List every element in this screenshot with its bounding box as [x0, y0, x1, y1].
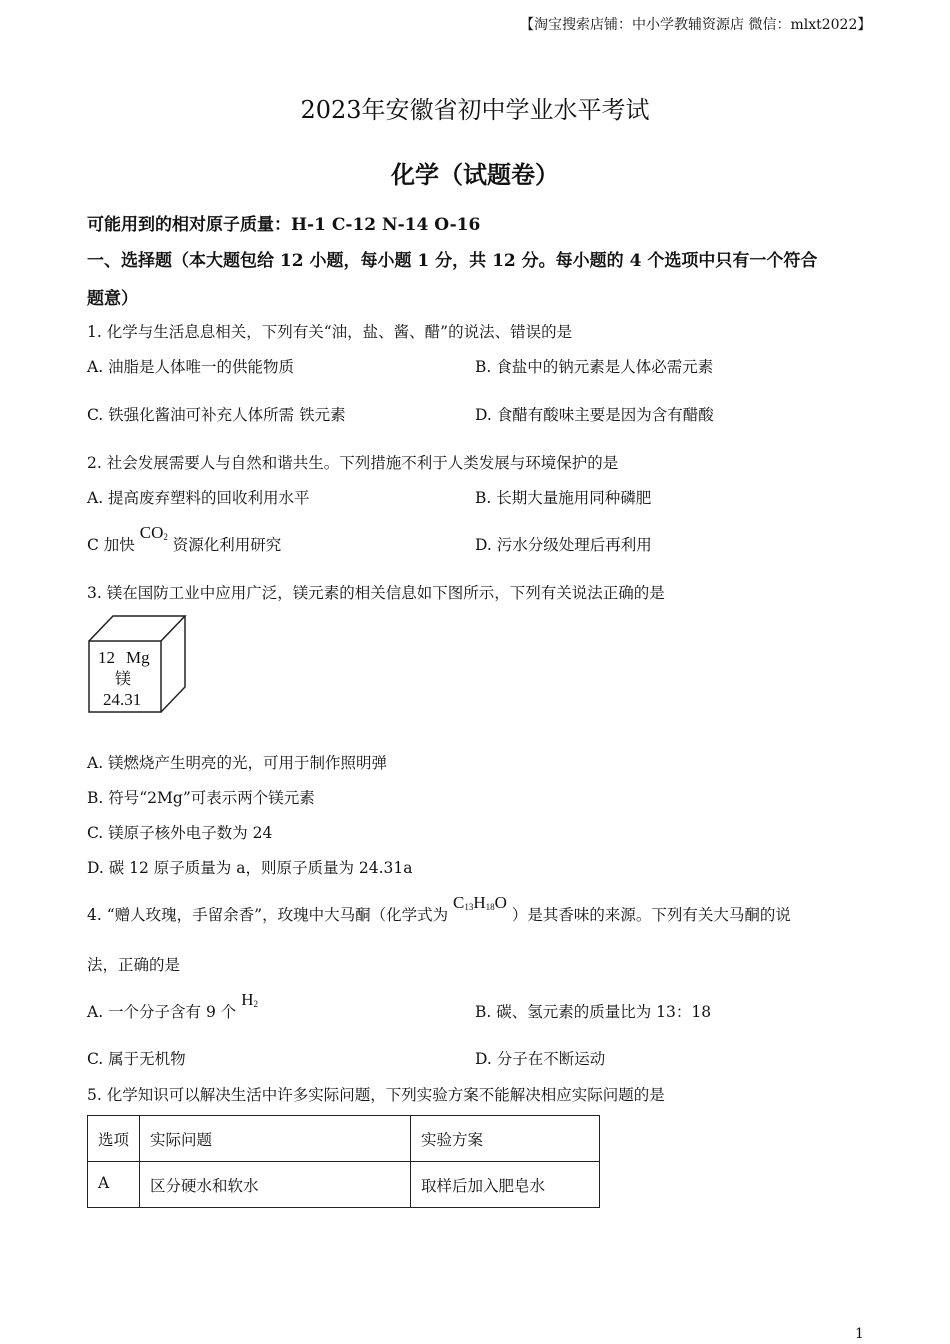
q1-option-a: A. 油脂是人体唯一的供能物质: [87, 358, 295, 376]
q3-option-b: B. 符号“2Mg”可表示两个镁元素: [87, 789, 315, 807]
q4-option-b: B. 碳、氢元素的质量比为 13：18: [475, 1003, 712, 1021]
table-cell: 取样后加入肥皂水: [411, 1162, 600, 1208]
h2-sub: 2: [253, 999, 258, 1009]
q4-option-d: D. 分子在不断运动: [475, 1050, 606, 1068]
q4-stem-prefix: 4. “赠人玫瑰，手留余香”，玫瑰中大马酮（化学式为: [87, 906, 449, 924]
q3-option-d: D. 碳 12 原子质量为 a，则原子质量为 24.31a: [87, 859, 413, 877]
q5-stem: 5. 化学知识可以解决生活中许多实际问题，下列实验方案不能解决相应实际问题的是: [87, 1086, 665, 1104]
q2-stem: 2. 社会发展需要人与自然和谐共生。下列措施不利于人类发展与环境保护的是: [87, 454, 619, 472]
q3-stem: 3. 镁在国防工业中应用广泛，镁元素的相关信息如下图所示，下列有关说法正确的是: [87, 584, 665, 602]
co2-sub: 2: [163, 532, 168, 542]
q2-option-a: A. 提高废弃塑料的回收利用水平: [87, 489, 310, 507]
co2-main: CO: [139, 523, 164, 542]
atomic-mass-line: 可能用到的相对原子质量：H-1 C-12 N-14 O-16: [87, 215, 481, 235]
q4-option-a-prefix: A. 一个分子含有 9 个: [87, 1003, 237, 1021]
section1-heading-cont: 题意）: [87, 289, 138, 309]
q5-table: [87, 1115, 600, 1208]
table-cell: 区分硬水和软水: [140, 1162, 411, 1208]
page-title: 2023年安徽省初中学业水平考试: [300, 96, 650, 124]
q1-option-d: D. 食醋有酸味主要是因为含有醋酸: [475, 406, 714, 424]
q4-stem-line2: 法，正确的是: [87, 956, 181, 974]
formula-h-sub: 18: [485, 902, 495, 912]
q2-option-d: D. 污水分级处理后再利用: [475, 536, 652, 554]
element-name: 镁: [115, 669, 132, 688]
table-header-row: [88, 1116, 600, 1162]
table-header-cell: 选项: [88, 1116, 140, 1162]
formula-o: O: [494, 893, 507, 912]
section1-heading: 一、选择题（本大题包给 12 小题，每小题 1 分，共 12 分。每小题的 4 个选项中只有一个符合: [87, 251, 818, 271]
header-note: 【淘宝搜索店铺：中小学教辅资源店 微信：mlxt2022】: [520, 17, 872, 33]
h2-main: H: [241, 990, 254, 1009]
q4-option-c: C. 属于无机物: [87, 1050, 186, 1068]
formula-c-sub: 13: [464, 902, 474, 912]
table-row: [88, 1162, 600, 1208]
element-number: 12: [98, 648, 115, 667]
magnesium-element-card: [86, 613, 190, 715]
element-card-top: [89, 616, 185, 641]
table-cell: A: [88, 1162, 140, 1208]
q4-stem-suffix: ）是其香味的来源。下列有关大马酮的说: [511, 906, 791, 924]
table-header-cell: 实际问题: [140, 1116, 411, 1162]
formula-c: C: [453, 893, 465, 912]
table-header-cell: 实验方案: [411, 1116, 600, 1162]
q3-option-c: C. 镁原子核外电子数为 24: [87, 824, 273, 842]
q2-option-c: [87, 523, 282, 555]
page-number: 1: [855, 1326, 864, 1342]
co2-formula: [140, 523, 168, 542]
q1-option-b: B. 食盐中的钠元素是人体必需元素: [475, 358, 714, 376]
q1-option-c: C. 铁强化酱油可补充人体所需 铁元素: [87, 406, 346, 424]
q4-stem: [87, 893, 791, 925]
q2-option-c-prefix: C 加快: [87, 536, 135, 554]
element-mass: 24.31: [103, 690, 142, 709]
formula-h: H: [473, 893, 486, 912]
q1-stem: 1. 化学与生活息息相关，下列有关“油，盐、酱、醋”的说法、错误的是: [87, 323, 573, 341]
page-subtitle: 化学（试题卷）: [391, 160, 559, 189]
element-symbol: Mg: [126, 648, 150, 667]
element-card-side: [161, 616, 185, 712]
q4-option-a: [87, 990, 258, 1022]
q3-option-a: A. 镁燃烧产生明亮的光，可用于制作照明弹: [87, 754, 388, 772]
h2-formula: [241, 990, 258, 1009]
q2-option-c-suffix: 资源化利用研究: [172, 536, 282, 554]
damascone-formula: [453, 893, 507, 912]
q2-option-b: B. 长期大量施用同种磷肥: [475, 489, 652, 507]
